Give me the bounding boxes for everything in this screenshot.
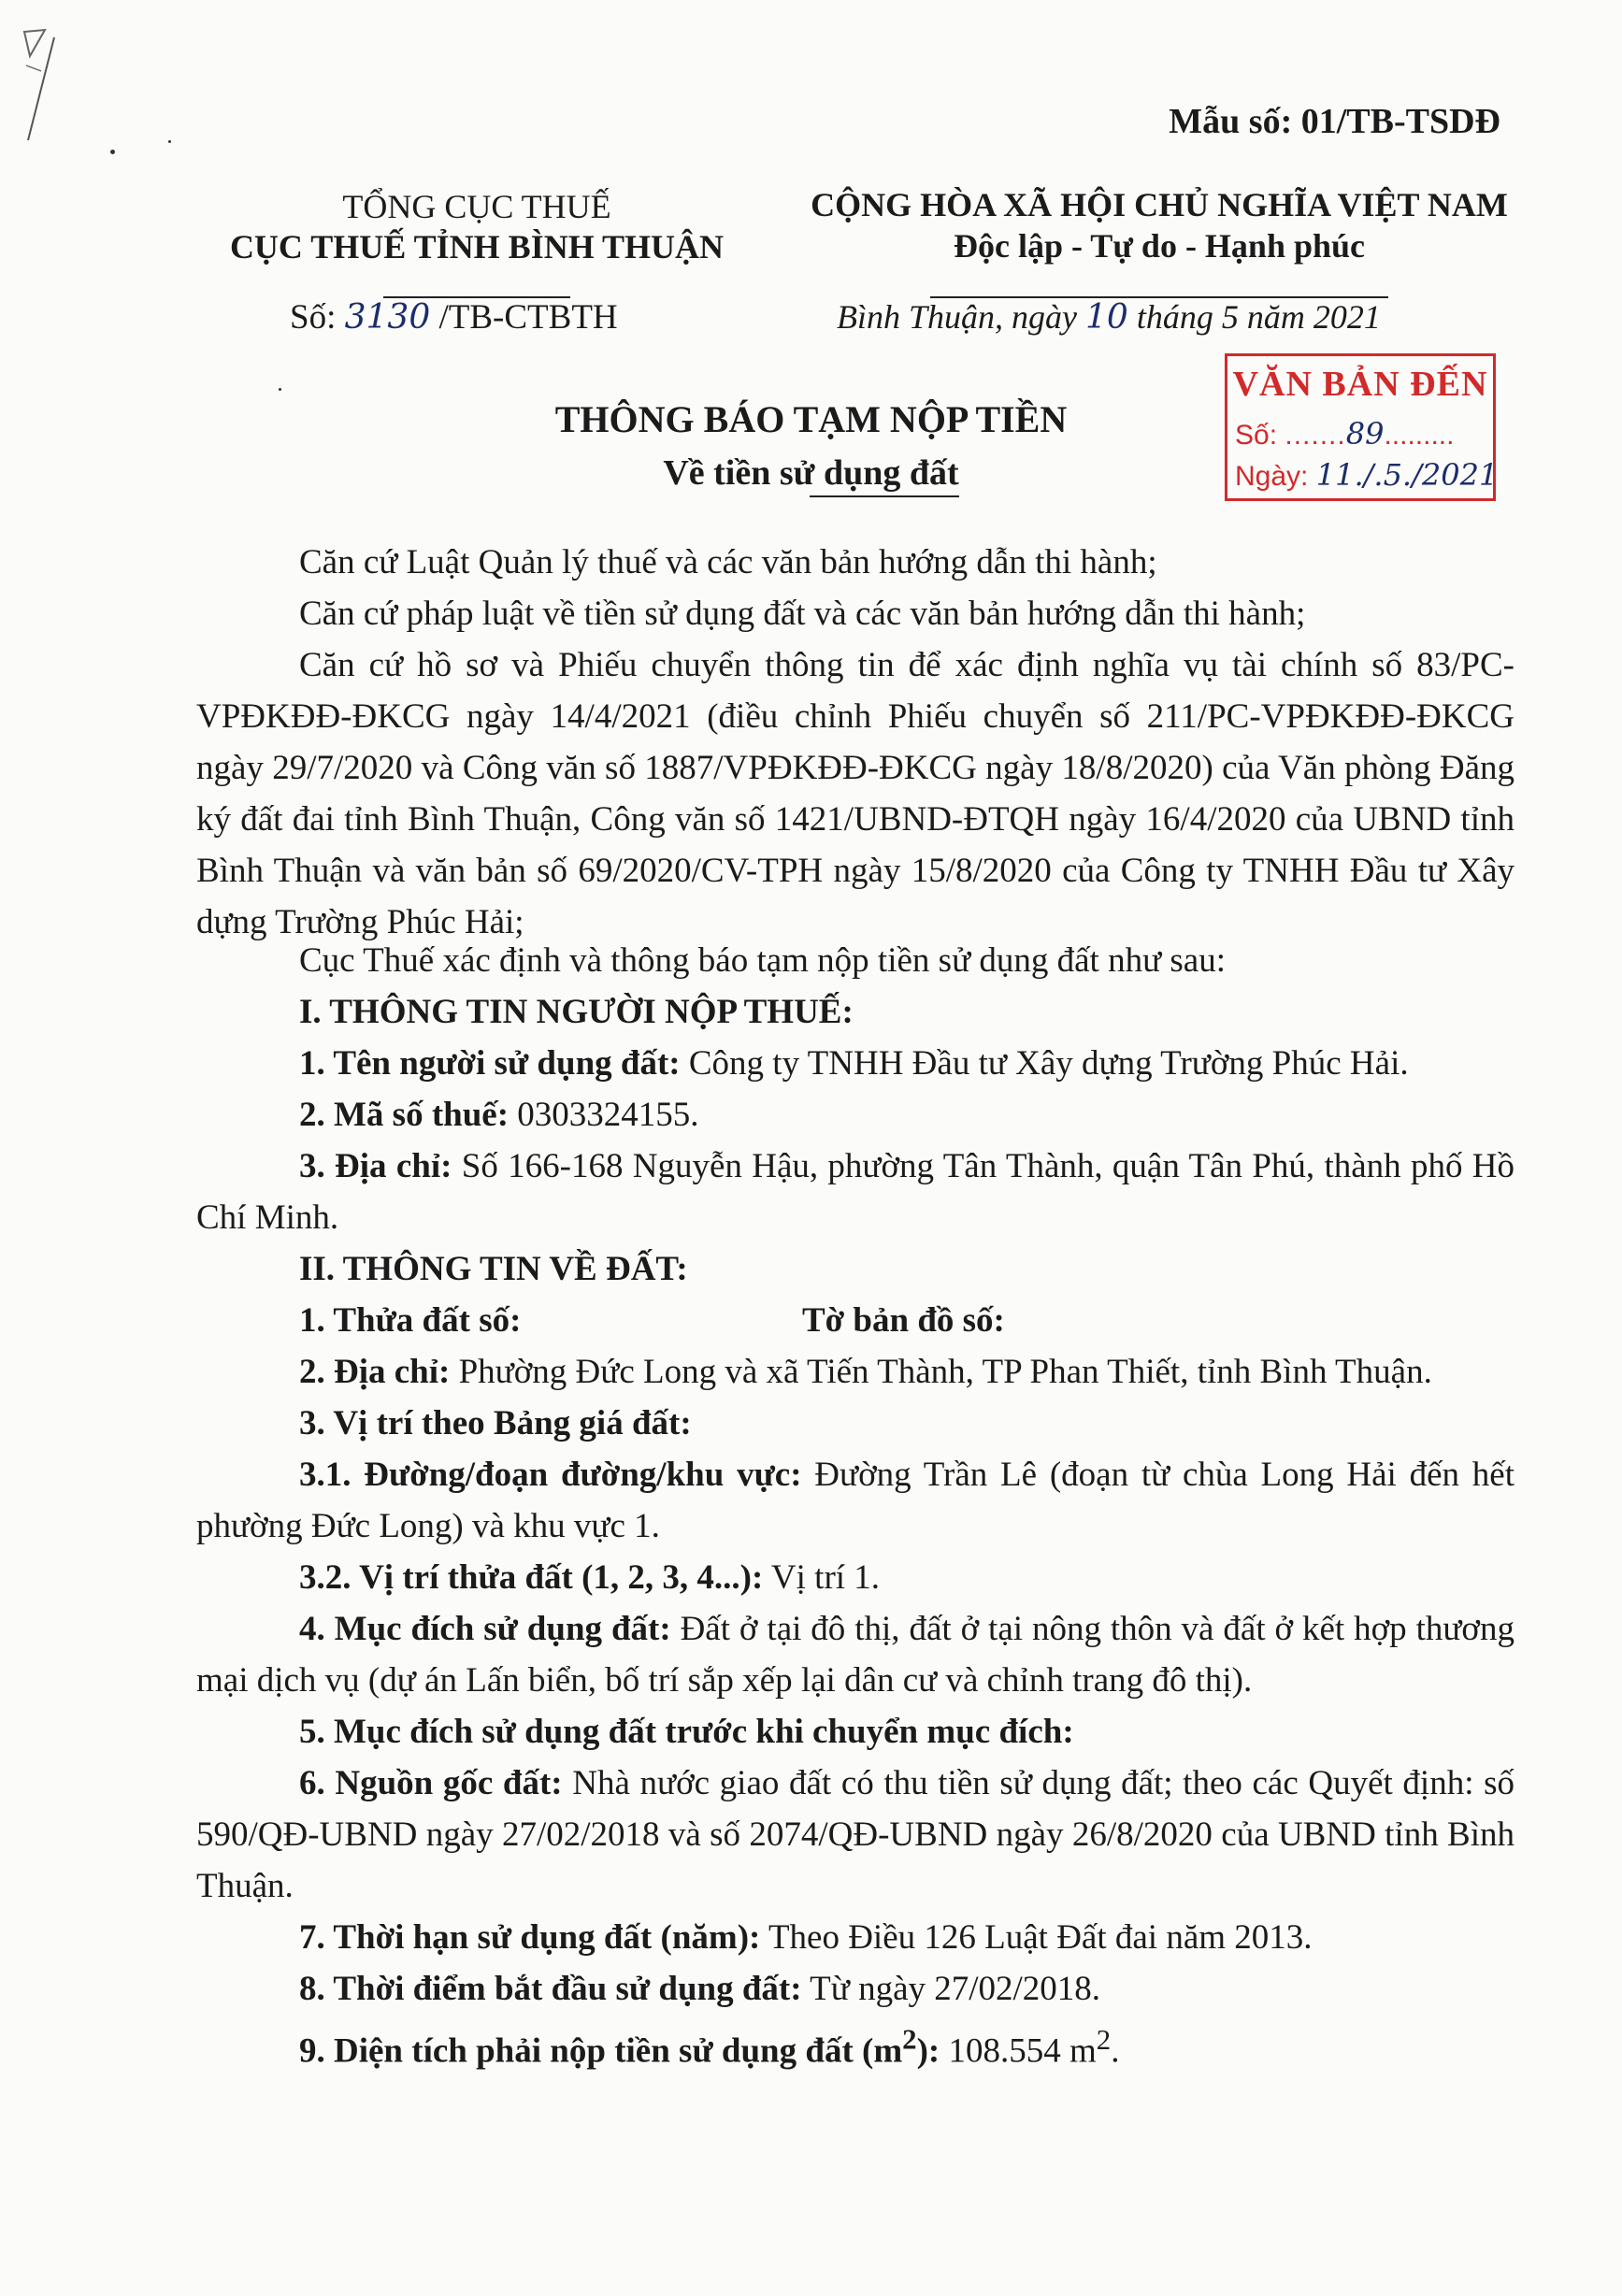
payable-area: 9. Diện tích phải nộp tiền sử dụng đất $(m^2)$: 108.554 $m^2$. [299,2024,1120,2071]
map-sheet-number: Tờ bản đồ số: [802,1301,1005,1340]
land-address: 2. Địa chỉ: Phường Đức Long và xã Tiến Thành, TP Phan Thiết, tỉnh Bình Thuận. [299,1353,1432,1391]
taxpayer-address: 3. Địa chỉ: Số 166-168 Nguyễn Hậu, phường Tân Thành, quận Tân Phú, thành phố Hồ Chí Minh. [196,1147,1514,1237]
document-number: Số: 3130 /TB-CTBTH [290,298,618,337]
document-title: THÔNG BÁO TẠM NỘP TIỀN [554,398,1068,440]
place-date: Bình Thuận, ngày 10 tháng 5 năm 2021 [837,298,1381,337]
form-number: Mẫu số: 01/TB-TSDĐ [1169,102,1500,141]
document-subtitle: Về tiền sử dụng đất [663,453,959,493]
parcel-number: 1. Thửa đất số: Tờ bản đồ số: [196,1295,1514,1346]
section-2-heading: II. THÔNG TIN VỀ ĐẤT: [299,1250,688,1288]
land-use-purpose: 4. Mục đích sử dụng đất: Đất ở tại đô thị, đất ở tại nông thôn và đất ở kết hợp thương mại dịch vụ (dự án Lấn biển, bố trí sắp xếp lại dân cư và chỉnh trang đô thị). [196,1610,1514,1700]
tax-code: 2. Mã số thuế: 0303324155. [299,1096,699,1134]
national-header [804,185,1514,309]
date-day-handwritten: 10 [1085,298,1128,337]
basis-paragraph-2: Căn cứ pháp luật về tiền sử dụng đất và các văn bản hướng dẫn thi hành; [299,595,1306,633]
agency-parent: TỔNG CỤC THUẾ [342,188,611,225]
road-segment: 3.1. Đường/đoạn đường/khu vực: Đường Trần Lê (đoạn từ chùa Long Hải đến hết phường Đức Long) và khu vực 1. [196,1456,1514,1545]
stamp-title: VĂN BẢN ĐẾN [1232,365,1488,404]
nation-motto: Độc lập - Tự do - Hạnh phúc [953,226,1366,265]
determination-paragraph: Cục Thuế xác định và thông báo tạm nộp tiền sử dụng đất như sau: [299,941,1226,980]
scan-corner-mark [17,28,73,150]
nation-name: CỘNG HÒA XÃ HỘI CHỦ NGHĨA VIỆT NAM [811,186,1508,223]
land-use-start-date: 8. Thời điểm bắt đầu sử dụng đất: Từ ngày 27/02/2018. [299,1970,1101,2008]
land-origin: 6. Nguồn gốc đất: Nhà nước giao đất có thu tiền sử dụng đất; theo các Quyết định: số 590/QĐ-UBND ngày 27/02/2018 và số 2074/QĐ-UBND ngày 26/8/2020 của UBND tỉnh Bình Thuận. [196,1764,1514,1905]
land-user-name: 1. Tên người sử dụng đất: Công ty TNHH Đầu tư Xây dựng Trường Phúc Hải. [299,1044,1409,1083]
basis-paragraph-1: Căn cứ Luật Quản lý thuế và các văn bản hướng dẫn thi hành; [299,543,1157,581]
stamp-date-row: Ngày: 11./.5./2021 [1235,457,1499,493]
basis-paragraph-3: Căn cứ hồ sơ và Phiếu chuyển thông tin để xác định nghĩa vụ tài chính số 83/PC-VPĐKĐĐ-ĐKCG ngày 14/4/2021 (điều chỉnh Phiếu chuyển số 211/PC-VPĐKĐĐ-ĐKCG ngày 29/7/2020 và Công văn số 1887/VPĐKĐĐ-ĐKCG ngày 18/8/2020) của Văn phòng Đăng ký đất đai tỉnh Bình Thuận, Công văn số 1421/UBND-ĐTQH ngày 16/4/2020 của UBND tỉnh Bình Thuận và văn bản số 69/2020/CV-TPH ngày 15/8/2020 của Công ty TNHH Đầu tư Xây dựng Trường Phúc Hải; [196,646,1514,941]
agency-name: CỤC THUẾ TỈNH BÌNH THUẬN [229,228,725,266]
scan-dot [168,140,171,143]
issuing-agency [201,187,753,309]
subtitle-underline [810,495,959,497]
stamp-number-row: Số: .......89......... [1235,416,1455,452]
section-1-heading: I. THÔNG TIN NGƯỜI NỘP THUẾ: [299,993,854,1031]
land-use-term: 7. Thời hạn sử dụng đất (năm): Theo Điều 126 Luật Đất đai năm 2013. [299,1918,1313,1957]
scan-dot [110,150,115,154]
scan-dot [279,388,281,391]
parcel-position: 3.2. Vị trí thửa đất (1, 2, 3, 4...): Vị trí 1. [299,1558,881,1597]
stamp-number-handwritten: 89 [1345,416,1385,452]
price-table-position: 3. Vị trí theo Bảng giá đất: [299,1404,692,1442]
document-number-handwritten: 3130 [344,298,431,337]
previous-purpose: 5. Mục đích sử dụng đất trước khi chuyển mục đích: [299,1713,1074,1751]
stamp-date-handwritten: 11./.5./2021 [1315,457,1499,493]
